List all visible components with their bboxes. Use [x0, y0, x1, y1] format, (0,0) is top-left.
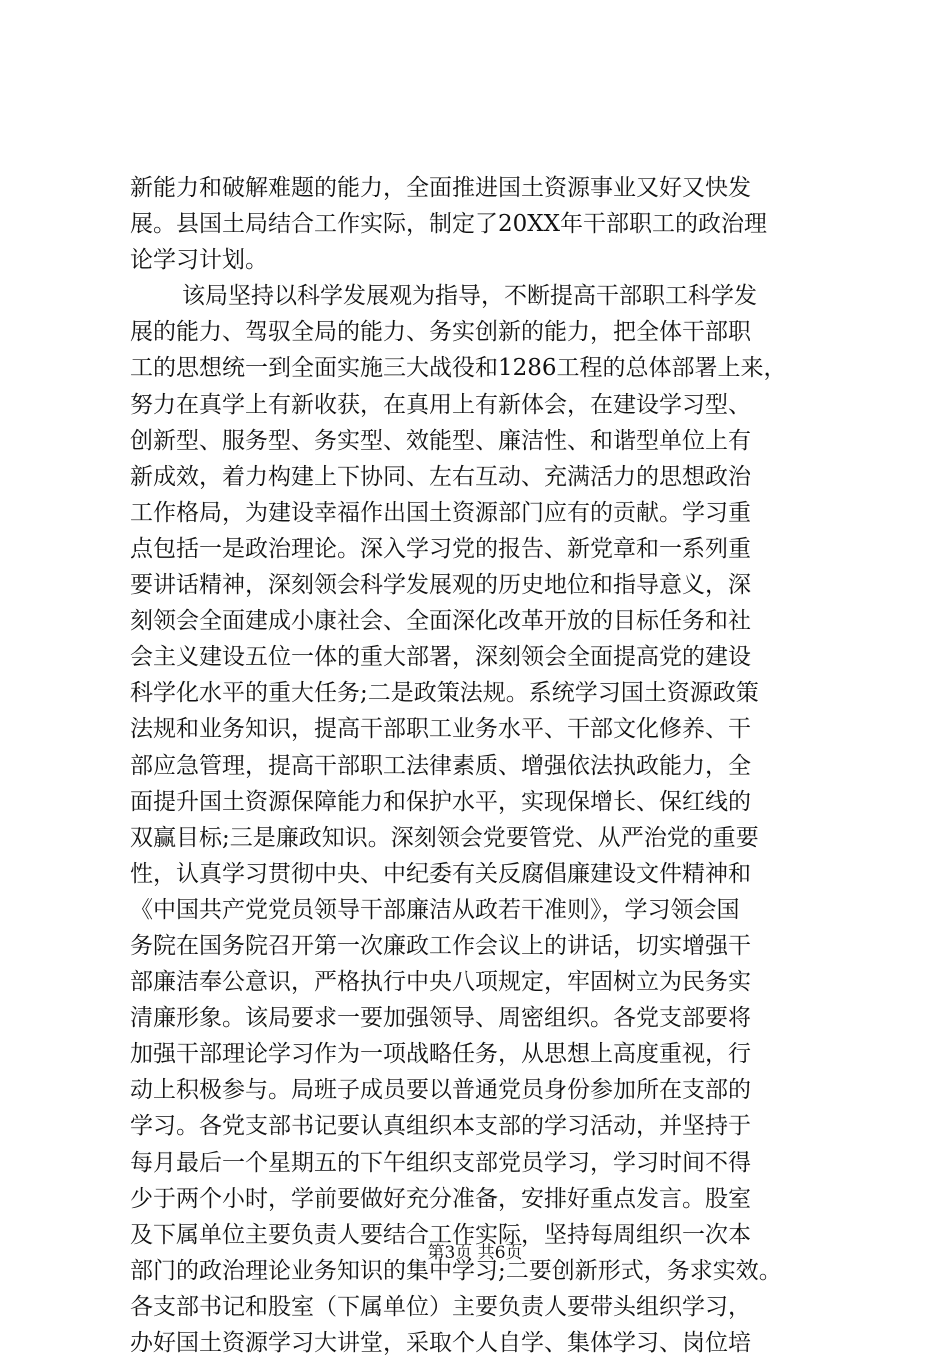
page-footer: 第3页 共6页 — [427, 1243, 523, 1263]
text-line: 动上积极参与。局班子成员要以普通党员身份参加所在支部的 — [130, 1077, 751, 1104]
text-line: 及下属单位主要负责人要结合工作实际，坚持每周组织一次本 — [130, 1221, 751, 1248]
paragraph-first-line: 该局坚持以科学发展观为指导，不断提高干部职工科学发 — [182, 283, 757, 310]
text-line: 论学习计划。 — [130, 247, 268, 274]
text-line: 各支部书记和股室（下属单位）主要负责人要带头组织学习， — [130, 1293, 751, 1320]
text-line: 法规和业务知识，提高干部职工业务水平、干部文化修养、干 — [130, 716, 751, 743]
text-line: 会主义建设五位一体的重大部署，深刻领会全面提高党的建设 — [130, 644, 751, 671]
text-line: 部廉洁奉公意识，严格执行中央八项规定，牢固树立为民务实 — [130, 969, 751, 996]
text-line: 少于两个小时，学前要做好充分准备，安排好重点发言。股室 — [130, 1185, 751, 1212]
text-line: 展。县国土局结合工作实际，制定了20XX年干部职工的政治理 — [130, 211, 768, 238]
text-line: 新成效，着力构建上下协同、左右互动、充满活力的思想政治 — [130, 463, 751, 490]
text-line: 努力在真学上有新收获，在真用上有新体会，在建设学习型、 — [130, 391, 751, 418]
text-line: 部应急管理，提高干部职工法律素质、增强依法执政能力，全 — [130, 752, 751, 779]
text-line: 面提升国土资源保障能力和保护水平，实现保增长、保红线的 — [130, 788, 751, 815]
text-line: 务院在国务院召开第一次廉政工作会议上的讲话，切实增强干 — [130, 932, 751, 959]
text-line: 新能力和破解难题的能力，全面推进国土资源事业又好又快发 — [130, 175, 751, 201]
text-line: 办好国土资源学习大讲堂，采取个人自学、集体学习、岗位培 — [130, 1330, 751, 1356]
text-line: 科学化水平的重大任务;二是政策法规。系统学习国土资源政策 — [130, 680, 759, 707]
text-line: 工的思想统一到全面实施三大战役和1286工程的总体部署上来， — [130, 355, 787, 382]
text-line: 清廉形象。该局要求一要加强领导、周密组织。各党支部要将 — [130, 1005, 751, 1032]
text-line: 要讲话精神，深刻领会科学发展观的历史地位和指导意义，深 — [130, 572, 751, 599]
text-line: 每月最后一个星期五的下午组织支部党员学习，学习时间不得 — [130, 1149, 751, 1176]
text-line: 部门的政治理论业务知识的集中学习;二要创新形式，务求实效。 — [130, 1257, 782, 1284]
text-line: 展的能力、驾驭全局的能力、务实创新的能力，把全体干部职 — [130, 319, 751, 346]
text-line: 刻领会全面建成小康社会、全面深化改革开放的目标任务和社 — [130, 608, 751, 635]
text-line: 工作格局，为建设幸福作出国土资源部门应有的贡献。学习重 — [130, 499, 751, 526]
text-line: 双赢目标;三是廉政知识。深刻领会党要管党、从严治党的重要 — [130, 824, 759, 851]
text-line: 点包括一是政治理论。深入学习党的报告、新党章和一系列重 — [130, 535, 751, 562]
text-line: 创新型、服务型、务实型、效能型、廉洁性、和谐型单位上有 — [130, 427, 751, 454]
text-line: 学习。各党支部书记要认真组织本支部的学习活动，并坚持于 — [130, 1113, 751, 1140]
body-text — [130, 170, 830, 1361]
text-line: 《中国共产党党员领导干部廉洁从政若干准则》，学习领会国 — [130, 896, 740, 923]
text-line: 加强干部理论学习作为一项战略任务，从思想上高度重视，行 — [130, 1041, 751, 1068]
text-line: 性，认真学习贯彻中央、中纪委有关反腐倡廉建设文件精神和 — [130, 860, 751, 887]
